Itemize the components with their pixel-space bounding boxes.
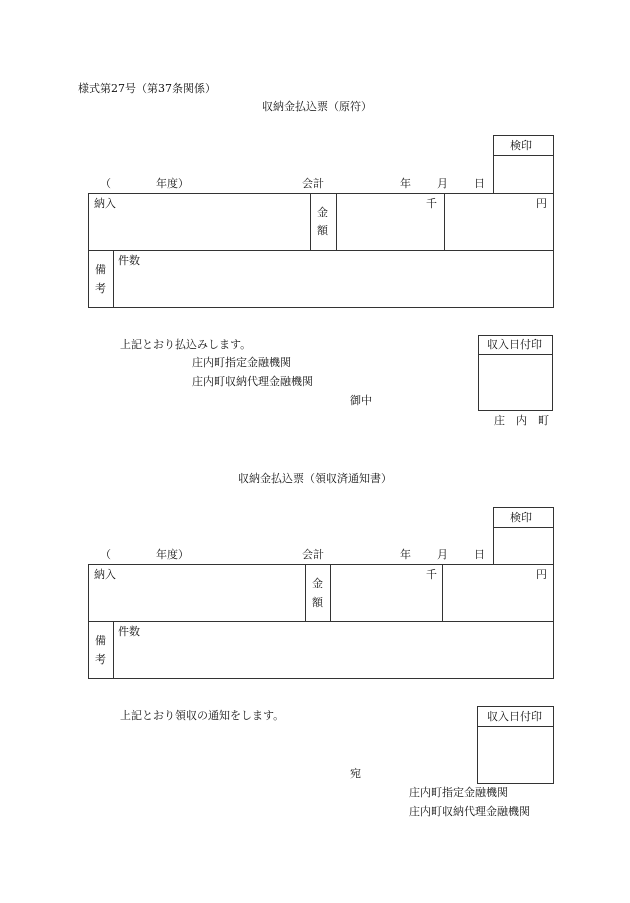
section2-count-label: 件数 [118,625,140,638]
section1-amount-label-2: 額 [317,224,328,237]
section2-title: 収納金払込票（領収済通知書） [238,472,392,485]
section1-payer-label: 納入 [94,197,116,210]
section1-institution-2: 庄内町収納代理金融機関 [192,375,313,388]
section2-statement: 上記とおり領収の通知をします。 [120,709,285,722]
section2-inspection-seal-label: 検印 [510,511,532,524]
section2-payer-label: 納入 [94,568,116,581]
section1-honorific: 御中 [350,394,372,407]
section1-amount-label-1: 金 [317,206,328,219]
section1-receipt-stamp-label: 収入日付印 [487,338,542,351]
section1-fiscal-year-open: （ [100,177,111,190]
section1-remarks-label-2: 考 [95,282,106,295]
section2-receipt-stamp-label: 収入日付印 [487,710,542,723]
section1-yen-unit: 円 [536,197,547,210]
section1-account: 会計 [302,177,324,190]
section1-statement: 上記とおり払込みします。 [120,338,252,351]
section1-remarks-label-1: 備 [95,263,106,276]
section2-institution-1: 庄内町指定金融機関 [409,786,508,799]
section2-amount-label-1: 金 [312,577,323,590]
section2-thousand-unit: 千 [426,568,437,581]
section2-yen-unit: 円 [536,568,547,581]
section2-date-day: 日 [474,548,485,561]
section2-remarks-label-1: 備 [95,634,106,647]
section1-institution-1: 庄内町指定金融機関 [192,356,291,369]
section2-remarks-label-2: 考 [95,653,106,666]
section2-date-year: 年 [400,548,411,561]
section1-date-year: 年 [400,177,411,190]
section2-amount-label-2: 額 [312,596,323,609]
section1-date-month: 月 [437,177,448,190]
section2-fiscal-year: 年度） [156,548,189,561]
section1-date-day: 日 [474,177,485,190]
section2-institution-2: 庄内町収納代理金融機関 [409,805,530,818]
form-number: 様式第27号（第37条関係） [78,82,216,95]
section1-thousand-unit: 千 [426,197,437,210]
section1-town: 庄 内 町 [494,414,549,427]
section2-account: 会計 [302,548,324,561]
section1-title: 収納金払込票（原符） [262,100,372,113]
section2-addressee: 宛 [350,767,361,780]
section2-date-month: 月 [437,548,448,561]
section1-fiscal-year: 年度） [156,177,189,190]
section1-count-label: 件数 [118,254,140,267]
section1-inspection-seal-label: 検印 [510,139,532,152]
section2-fiscal-year-open: （ [100,548,111,561]
